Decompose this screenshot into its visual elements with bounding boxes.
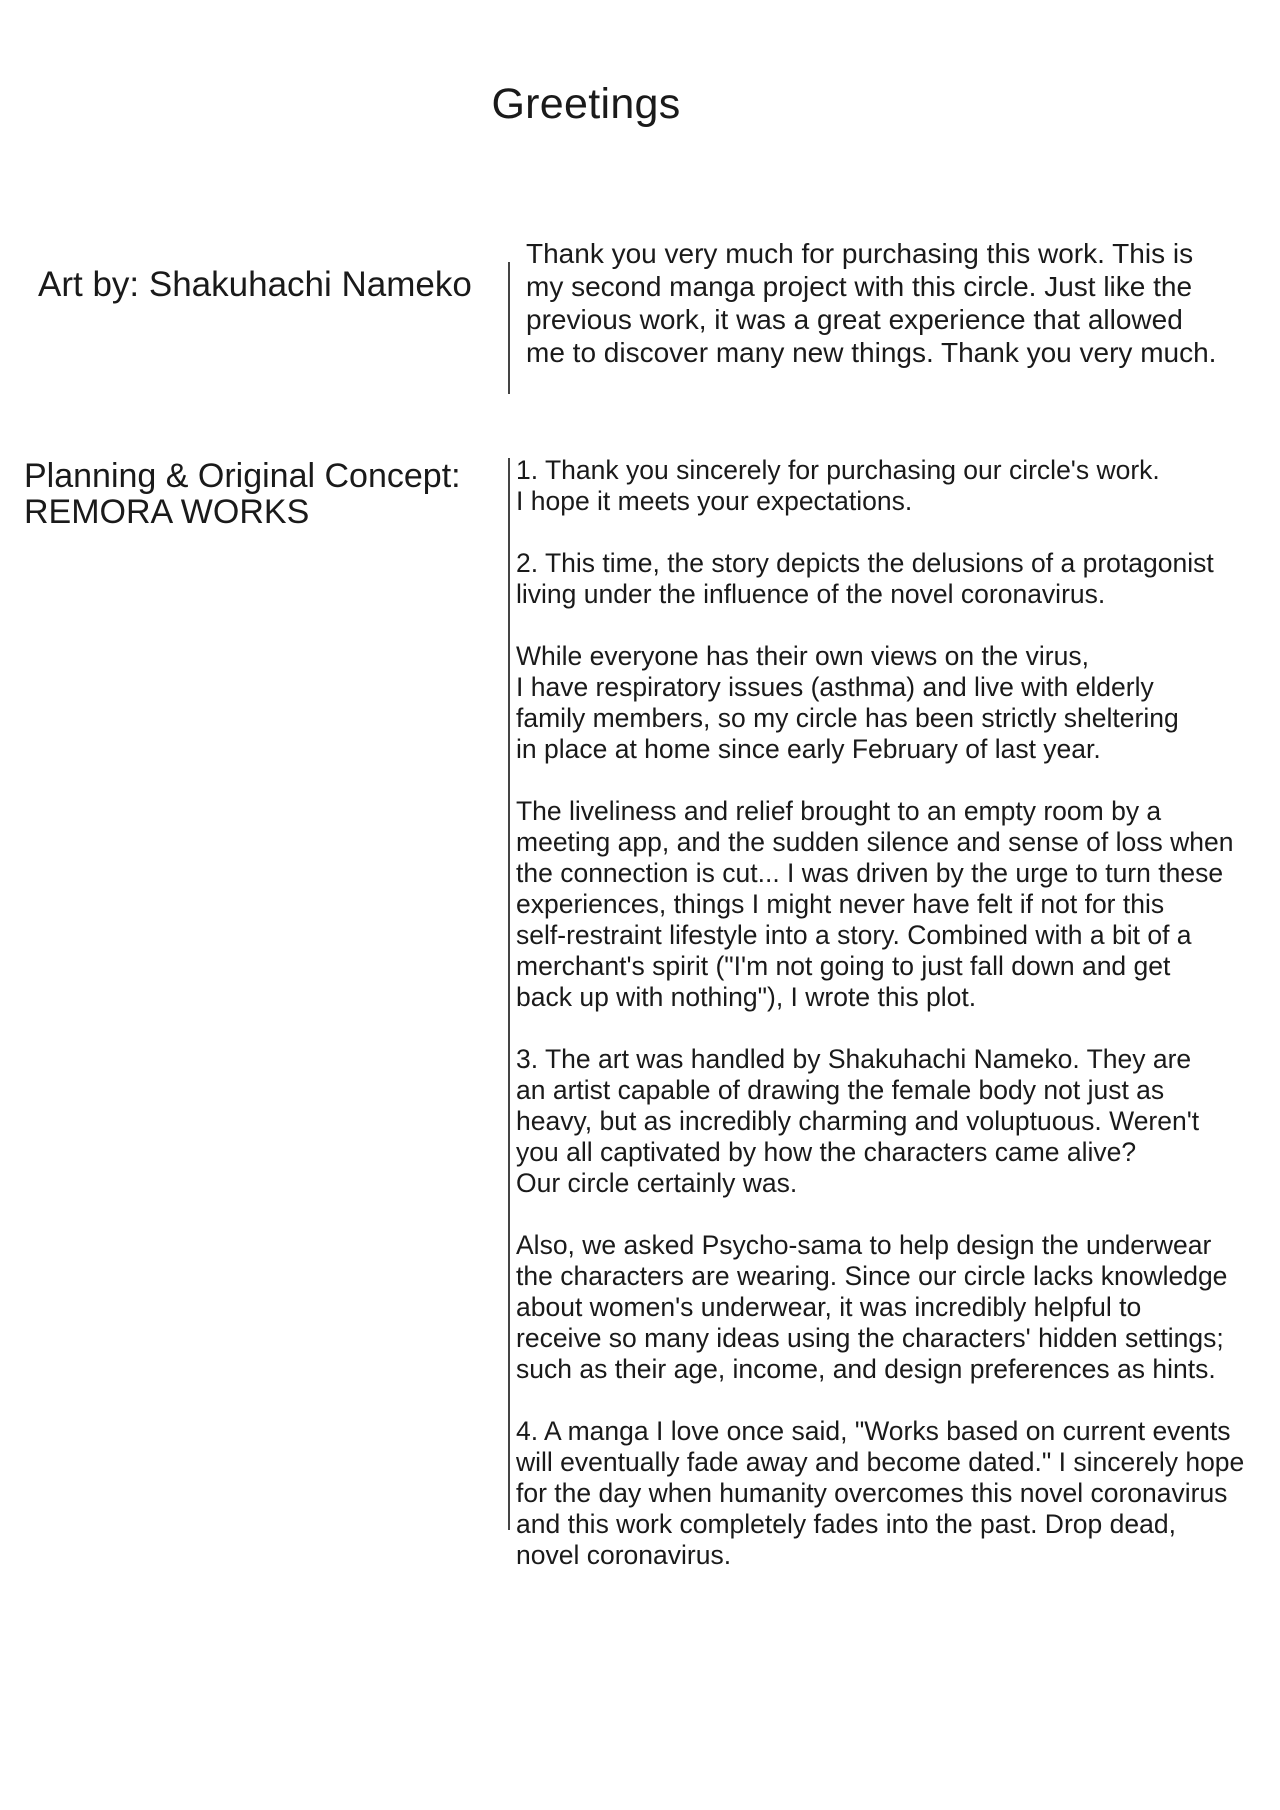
artist-divider bbox=[508, 262, 510, 394]
planning-paragraph-line: Also, we asked Psycho-sama to help design the underwear bbox=[516, 1230, 1212, 1260]
planning-paragraph bbox=[516, 548, 1276, 610]
artist-note bbox=[526, 237, 1246, 369]
artist-note-line: my second manga project with this circle. Just like the bbox=[526, 271, 1193, 302]
planning-paragraph-line: in place at home since early February of last year. bbox=[516, 734, 1101, 764]
planning-paragraph bbox=[516, 1230, 1276, 1385]
planning-paragraph bbox=[516, 641, 1276, 765]
artist-credit: Art by: Shakuhachi Nameko bbox=[38, 265, 472, 304]
planning-paragraph bbox=[516, 455, 1276, 517]
planning-paragraph-line: 2. This time, the story depicts the delusions of a protagonist bbox=[516, 548, 1214, 578]
planning-paragraph-line: such as their age, income, and design preferences as hints. bbox=[516, 1354, 1216, 1384]
planning-paragraph-line: 1. Thank you sincerely for purchasing our circle's work. bbox=[516, 455, 1160, 485]
planning-paragraph-line: the characters are wearing. Since our circle lacks knowledge bbox=[516, 1261, 1228, 1291]
planning-paragraph-line: novel coronavirus. bbox=[516, 1540, 732, 1570]
planning-paragraph bbox=[516, 1044, 1276, 1199]
planning-paragraph-line: and this work completely fades into the past. Drop dead, bbox=[516, 1509, 1176, 1539]
planning-paragraph-line: heavy, but as incredibly charming and voluptuous. Weren't bbox=[516, 1106, 1200, 1136]
planning-paragraph-line: family members, so my circle has been strictly sheltering bbox=[516, 703, 1179, 733]
planning-credit-name: REMORA WORKS bbox=[24, 493, 310, 531]
planning-paragraph-line: receive so many ideas using the characters' hidden settings; bbox=[516, 1323, 1224, 1353]
planning-credit bbox=[24, 458, 494, 530]
planning-paragraph-line: you all captivated by how the characters came alive? bbox=[516, 1137, 1137, 1167]
planning-paragraph-line: living under the influence of the novel coronavirus. bbox=[516, 579, 1106, 609]
planning-paragraph-line: I have respiratory issues (asthma) and live with elderly bbox=[516, 672, 1154, 702]
planning-paragraph bbox=[516, 1416, 1276, 1571]
planning-paragraph-line: experiences, things I might never have felt if not for this bbox=[516, 889, 1165, 919]
page-title: Greetings bbox=[491, 80, 681, 128]
planning-paragraph-line: 3. The art was handled by Shakuhachi Nameko. They are bbox=[516, 1044, 1192, 1074]
planning-paragraph-line: about women's underwear, it was incredibly helpful to bbox=[516, 1292, 1142, 1322]
planning-paragraph-line: an artist capable of drawing the female body not just as bbox=[516, 1075, 1165, 1105]
planning-paragraph-line: Our circle certainly was. bbox=[516, 1168, 798, 1198]
planning-divider bbox=[508, 458, 510, 1530]
planning-credit-role: Planning & Original Concept: bbox=[24, 457, 461, 495]
planning-paragraph-line: I hope it meets your expectations. bbox=[516, 486, 913, 516]
planning-paragraph-line: merchant's spirit ("I'm not going to just fall down and get bbox=[516, 951, 1171, 981]
planning-paragraph-line: While everyone has their own views on the virus, bbox=[516, 641, 1089, 671]
planning-paragraph-line: for the day when humanity overcomes this novel coronavirus bbox=[516, 1478, 1228, 1508]
planning-paragraph-line: The liveliness and relief brought to an empty room by a bbox=[516, 796, 1162, 826]
planning-paragraph-line: 4. A manga I love once said, "Works based on current events bbox=[516, 1416, 1231, 1446]
planning-paragraph-line: back up with nothing"), I wrote this plot. bbox=[516, 982, 977, 1012]
planning-note bbox=[516, 455, 1276, 1602]
planning-paragraph-line: self-restraint lifestyle into a story. Combined with a bit of a bbox=[516, 920, 1192, 950]
artist-note-line: Thank you very much for purchasing this work. This is bbox=[526, 238, 1194, 269]
artist-note-line: previous work, it was a great experience that allowed bbox=[526, 304, 1183, 335]
planning-paragraph-line: will eventually fade away and become dated." I sincerely hope bbox=[516, 1447, 1245, 1477]
planning-paragraph bbox=[516, 796, 1276, 1013]
planning-paragraph-line: meeting app, and the sudden silence and sense of loss when bbox=[516, 827, 1234, 857]
artist-note-line: me to discover many new things. Thank you very much. bbox=[526, 337, 1217, 368]
planning-paragraph-line: the connection is cut... I was driven by the urge to turn these bbox=[516, 858, 1224, 888]
